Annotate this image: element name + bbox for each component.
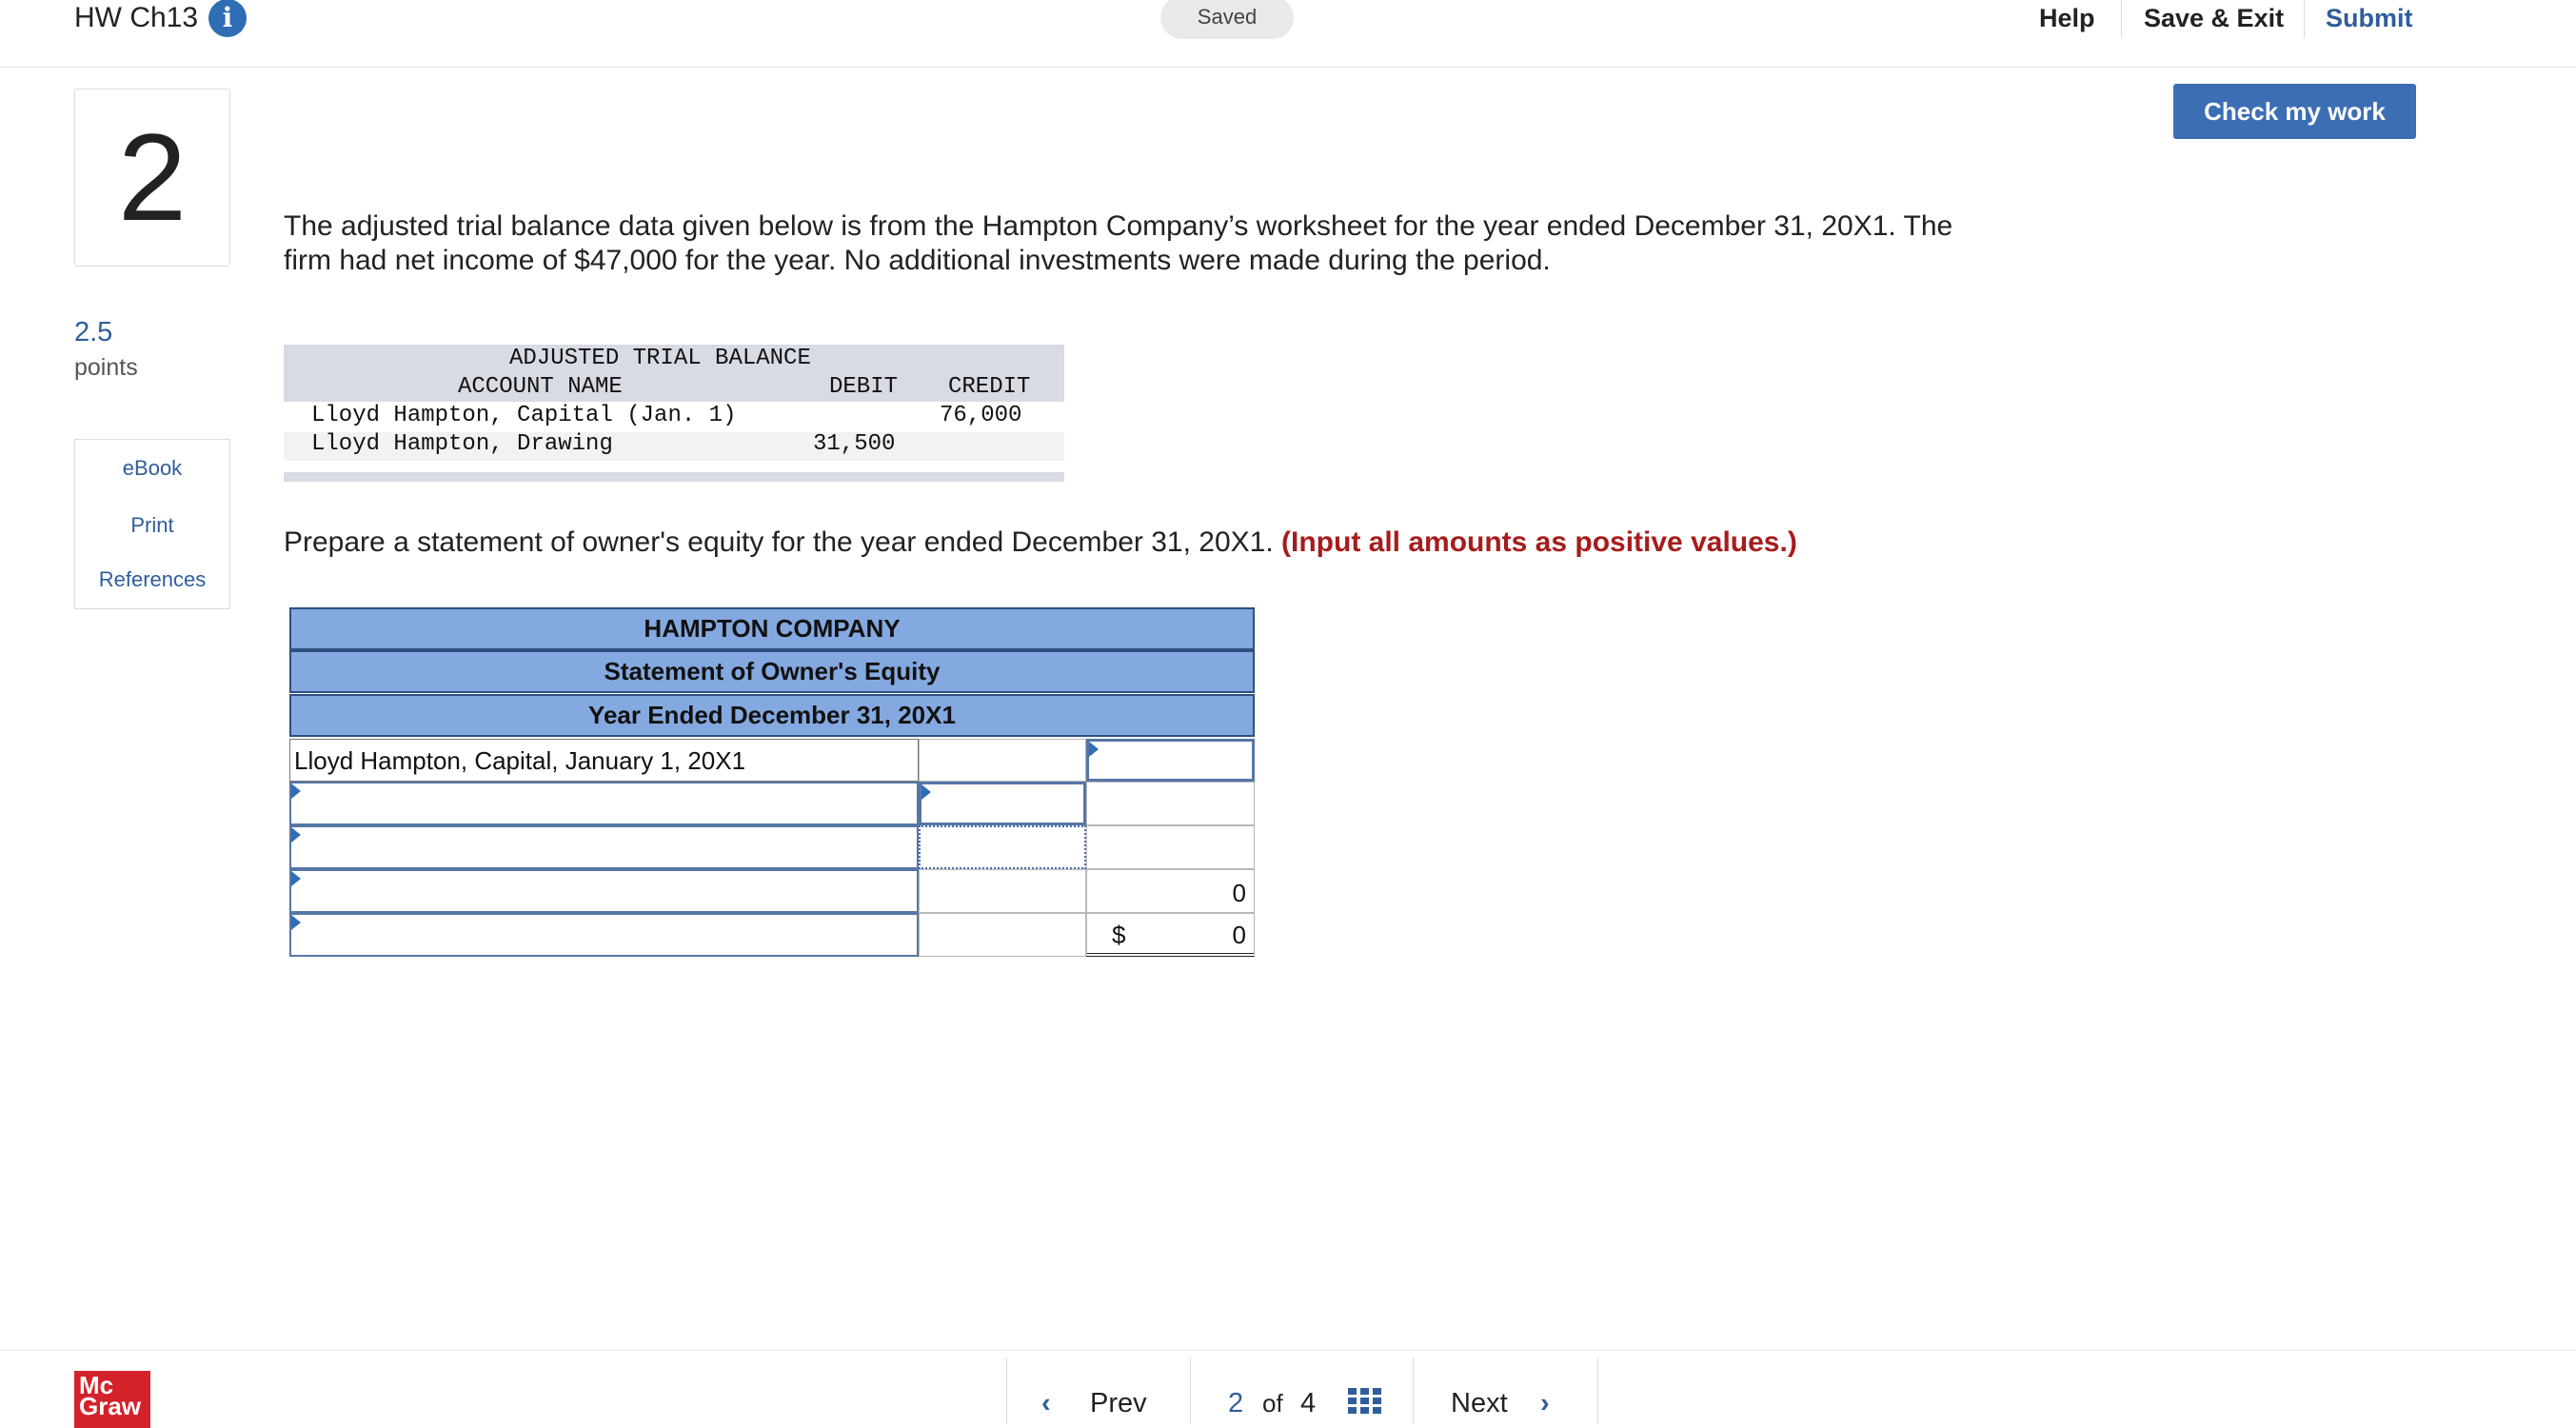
points-value: 2.5	[74, 317, 113, 347]
chevron-left-icon: ‹	[1041, 1388, 1051, 1418]
input-marker-icon	[291, 783, 301, 799]
help-button[interactable]: Help	[2039, 4, 2095, 32]
header-divider	[2304, 0, 2305, 38]
statement-company-name: HAMPTON COMPANY	[289, 607, 1255, 650]
statement-row-label-text: Lloyd Hampton, Capital, January 1, 20X1	[294, 746, 746, 775]
input-marker-icon	[291, 827, 301, 843]
top-header	[0, 0, 2576, 68]
print-button[interactable]: Print	[74, 496, 230, 554]
question-number: 2	[74, 89, 230, 267]
points-label: points	[74, 354, 138, 381]
assignment-title: HW Ch13	[74, 2, 199, 33]
input-marker-icon	[1089, 742, 1099, 757]
question-intro-line: The adjusted trial balance data given below is from the Hampton Company’s worksheet for the year ended December 31, 20X1. The	[284, 210, 1953, 242]
header-divider	[2121, 0, 2122, 38]
trial-balance-account: Lloyd Hampton, Capital (Jan. 1)	[311, 403, 737, 428]
submit-button[interactable]: Submit	[2326, 4, 2413, 32]
statement-total-input[interactable]	[1086, 782, 1255, 825]
prev-button[interactable]: Prev	[1090, 1388, 1147, 1418]
check-my-work-button[interactable]: Check my work	[2173, 84, 2416, 139]
statement-total-input[interactable]	[1086, 739, 1255, 782]
question-grid-icon[interactable]	[1348, 1388, 1382, 1413]
trial-balance-footer-band	[284, 472, 1064, 482]
statement-total-input[interactable]	[1086, 825, 1255, 869]
trial-balance-title: ADJUSTED TRIAL BALANCE	[509, 346, 811, 371]
question-prompt	[284, 526, 1797, 560]
trial-balance-debit: 31,500	[813, 431, 896, 457]
prompt-hint: (Input all amounts as positive values.)	[1281, 526, 1797, 558]
statement-total-value: 0	[1232, 921, 1246, 949]
statement-amount-input[interactable]	[919, 739, 1086, 782]
question-intro	[284, 209, 1952, 278]
next-button[interactable]: Next	[1451, 1388, 1508, 1418]
statement-total-input[interactable]	[1086, 913, 1255, 957]
saved-status-badge: Saved	[1160, 0, 1294, 39]
input-marker-icon	[291, 915, 301, 930]
statement-label-input[interactable]	[289, 869, 919, 913]
total-pages: 4	[1300, 1388, 1317, 1418]
pager-divider	[1413, 1358, 1414, 1424]
input-marker-icon	[921, 784, 931, 800]
logo-line: Graw	[79, 1392, 142, 1420]
ebook-button[interactable]: eBook	[74, 439, 230, 498]
statement-amount-input[interactable]	[919, 782, 1086, 825]
statement-period: Year Ended December 31, 20X1	[289, 694, 1255, 737]
question-intro-line: firm had net income of $47,000 for the year. No additional investments were made during the period.	[284, 245, 1551, 276]
footer-divider	[0, 1350, 2576, 1351]
page-of-label: of	[1262, 1389, 1283, 1418]
trial-balance-account: Lloyd Hampton, Drawing	[311, 431, 613, 457]
statement-title: Statement of Owner's Equity	[289, 650, 1255, 693]
statement-label-input[interactable]	[289, 825, 919, 869]
statement-label-input[interactable]	[289, 782, 919, 825]
statement-total-input[interactable]	[1086, 869, 1255, 913]
save-exit-button[interactable]: Save & Exit	[2144, 4, 2285, 32]
adjusted-trial-balance	[284, 345, 1064, 482]
prompt-text: Prepare a statement of owner's equity for the year ended December 31, 20X1.	[284, 526, 1274, 558]
pager-divider	[1597, 1358, 1598, 1424]
currency-symbol: $	[1112, 921, 1126, 949]
statement-row-label[interactable]	[289, 739, 919, 782]
logo-line: Mc	[79, 1371, 114, 1399]
current-page-number: 2	[1228, 1388, 1244, 1418]
trial-balance-col-credit: CREDIT	[948, 374, 1031, 400]
mcgraw-hill-logo	[74, 1371, 150, 1428]
statement-total-value: 0	[1232, 879, 1246, 907]
pager-divider	[1190, 1358, 1191, 1424]
info-icon[interactable]: i	[208, 0, 247, 37]
statement-amount-input[interactable]	[919, 913, 1086, 957]
trial-balance-col-debit: DEBIT	[829, 374, 899, 400]
references-button[interactable]: References	[74, 553, 230, 609]
trial-balance-col-account: ACCOUNT NAME	[458, 374, 623, 400]
statement-label-input[interactable]	[289, 913, 919, 957]
statement-amount-input[interactable]	[919, 825, 1086, 869]
trial-balance-credit: 76,000	[940, 403, 1022, 428]
pager-divider	[1006, 1358, 1007, 1424]
input-marker-icon	[291, 871, 301, 886]
statement-amount-input[interactable]	[919, 869, 1086, 913]
chevron-right-icon: ›	[1540, 1388, 1550, 1418]
